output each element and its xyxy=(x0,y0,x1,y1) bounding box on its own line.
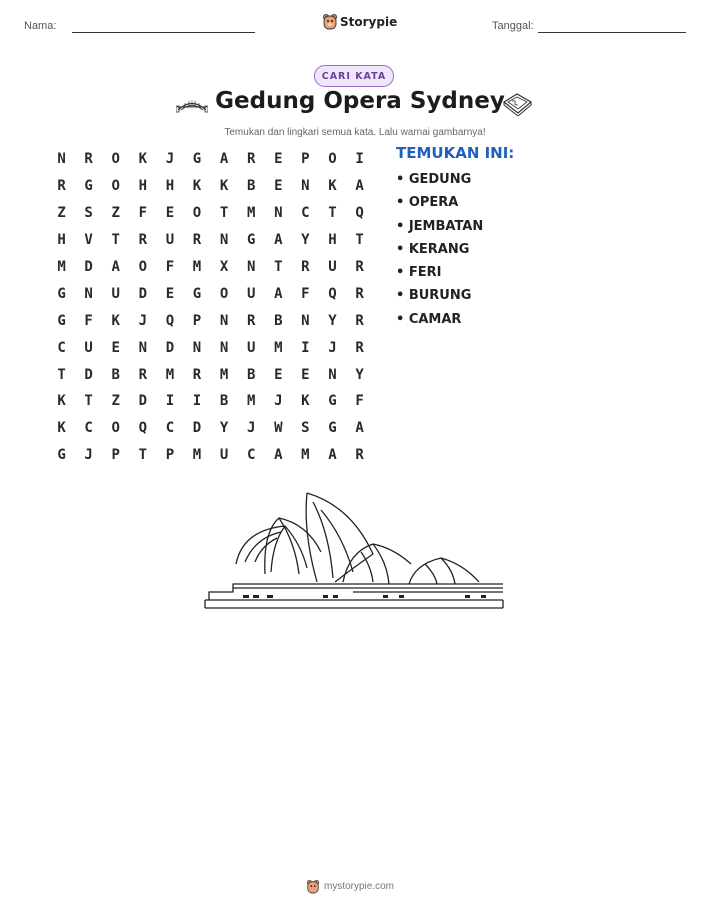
grid-letter[interactable]: G xyxy=(84,178,93,195)
grid-letter[interactable]: E xyxy=(165,285,175,302)
grid-letter[interactable]: M xyxy=(57,259,66,275)
grid-letter[interactable]: J xyxy=(84,447,93,464)
grid-row xyxy=(48,227,373,254)
grid-letter[interactable]: R xyxy=(355,339,364,356)
word-list-title: TEMUKAN INI: xyxy=(396,144,515,162)
activity-badge: CARI KATA xyxy=(314,65,394,87)
grid-letter[interactable]: N xyxy=(328,366,337,383)
grid-letter[interactable]: C xyxy=(165,420,175,437)
grid-letter[interactable]: M xyxy=(246,205,256,222)
grid-letter[interactable]: J xyxy=(138,312,148,329)
grid-letter[interactable]: Q xyxy=(328,285,337,302)
grid-letter[interactable]: U xyxy=(111,285,120,302)
word-list-item: • BURUNG xyxy=(396,288,472,304)
grid-letter[interactable]: Z xyxy=(111,393,120,410)
grid-letter[interactable]: R xyxy=(246,151,256,168)
grid-letter[interactable]: H xyxy=(57,232,66,249)
grid-letter[interactable]: Q xyxy=(165,312,175,329)
grid-letter[interactable]: W xyxy=(274,420,283,437)
grid-letter[interactable]: E xyxy=(274,366,283,383)
grid-letter[interactable]: G xyxy=(192,151,202,168)
grid-letter[interactable]: G xyxy=(328,393,337,410)
brand-logo xyxy=(322,12,412,32)
grid-letter[interactable]: O xyxy=(328,151,337,168)
grid-letter[interactable]: C xyxy=(57,339,66,356)
grid-letter[interactable]: M xyxy=(192,259,202,275)
grid-letter[interactable]: E xyxy=(301,366,310,383)
grid-letter[interactable]: P xyxy=(111,447,120,464)
grid-letter[interactable]: C xyxy=(84,420,93,437)
grid-letter[interactable]: O xyxy=(219,285,229,302)
grid-letter[interactable]: T xyxy=(111,232,120,249)
grid-letter[interactable]: Z xyxy=(57,205,66,222)
grid-row xyxy=(48,200,373,227)
grid-letter[interactable]: K xyxy=(192,178,202,195)
grid-letter[interactable]: A xyxy=(274,232,283,249)
bear-mascot-icon xyxy=(306,879,320,894)
grid-letter[interactable]: R xyxy=(138,232,148,249)
bear-mascot-icon xyxy=(322,13,338,30)
word-list xyxy=(396,172,483,335)
grid-letter[interactable]: E xyxy=(274,151,283,168)
footer-url[interactable]: mystorypie.com xyxy=(324,881,395,892)
grid-letter[interactable]: N xyxy=(219,312,229,329)
grid-row xyxy=(48,307,373,334)
grid-letter[interactable]: V xyxy=(84,232,93,249)
grid-letter[interactable]: T xyxy=(355,232,364,249)
grid-letter[interactable]: A xyxy=(274,447,283,464)
grid-letter[interactable]: G xyxy=(57,312,66,329)
grid-letter[interactable]: D xyxy=(138,285,148,302)
word-list-item: • GEDUNG xyxy=(396,172,472,187)
grid-letter[interactable]: K xyxy=(219,178,229,195)
grid-letter[interactable]: T xyxy=(328,205,337,222)
grid-letter[interactable]: A xyxy=(355,178,364,195)
grid-letter[interactable]: M xyxy=(246,393,256,410)
word-list-item: • FERI xyxy=(396,265,442,281)
grid-letter[interactable]: J xyxy=(165,151,175,168)
sydney-opera-house-drawing xyxy=(203,492,507,612)
date-line[interactable] xyxy=(538,32,686,33)
grid-letter[interactable]: R xyxy=(355,285,364,302)
grid-letter[interactable]: T xyxy=(274,259,283,275)
grid-letter[interactable]: J xyxy=(246,420,256,437)
grid-letter[interactable]: N xyxy=(219,232,229,249)
grid-letter[interactable]: U xyxy=(84,339,93,356)
grid-row xyxy=(48,361,373,388)
grid-letter[interactable]: N xyxy=(301,178,310,195)
grid-letter[interactable]: Q xyxy=(355,205,364,222)
grid-letter[interactable]: K xyxy=(301,393,310,410)
grid-letter[interactable]: R xyxy=(355,447,364,464)
grid-letter[interactable]: D xyxy=(138,393,148,410)
grid-letter[interactable]: D xyxy=(84,259,93,275)
grid-letter[interactable]: F xyxy=(84,312,93,329)
grid-row xyxy=(48,146,373,173)
grid-letter[interactable]: A xyxy=(111,259,120,275)
grid-letter[interactable]: B xyxy=(246,178,256,195)
grid-letter[interactable]: J xyxy=(274,393,283,410)
grid-letter[interactable]: K xyxy=(328,178,337,195)
grid-letter[interactable]: T xyxy=(138,447,148,464)
grid-letter[interactable]: K xyxy=(111,312,120,329)
grid-letter[interactable]: D xyxy=(165,339,175,356)
date-label: Tanggal: xyxy=(492,20,534,32)
grid-letter[interactable]: R xyxy=(355,312,364,329)
grid-letter[interactable]: Y xyxy=(301,232,310,249)
grid-letter[interactable]: B xyxy=(111,366,120,383)
grid-letter[interactable]: A xyxy=(219,151,229,168)
grid-letter[interactable]: A xyxy=(274,285,283,302)
grid-letter[interactable]: G xyxy=(328,420,337,437)
footer xyxy=(306,879,426,897)
grid-letter[interactable]: I xyxy=(165,393,175,410)
grid-letter[interactable]: K xyxy=(57,420,66,437)
grid-letter[interactable]: N xyxy=(138,339,148,356)
grid-letter[interactable]: U xyxy=(165,232,175,249)
grid-letter[interactable]: B xyxy=(274,312,283,329)
word-list-item: • CAMAR xyxy=(396,311,462,327)
grid-letter[interactable]: G xyxy=(192,285,202,302)
grid-letter[interactable]: G xyxy=(57,447,66,464)
grid-letter[interactable]: H xyxy=(328,232,337,249)
grid-letter[interactable]: F xyxy=(165,259,175,275)
grid-letter[interactable]: O xyxy=(192,205,202,222)
grid-letter[interactable]: T xyxy=(84,393,93,410)
grid-letter[interactable]: U xyxy=(246,285,256,302)
instructions: Temukan dan lingkari semua kata. Lalu warnai gambarnya! xyxy=(224,127,486,138)
grid-letter[interactable]: B xyxy=(219,393,229,410)
word-list-item: • JEMBATAN xyxy=(396,218,484,234)
grid-letter[interactable]: A xyxy=(355,420,364,437)
grid-letter[interactable]: U xyxy=(219,447,229,464)
grid-letter[interactable]: E xyxy=(274,178,283,195)
grid-letter[interactable]: X xyxy=(219,259,229,275)
grid-letter[interactable]: O xyxy=(138,259,148,275)
word-search-grid xyxy=(48,146,373,469)
grid-letter[interactable]: N xyxy=(274,205,283,222)
grid-letter[interactable]: F xyxy=(138,205,148,222)
grid-letter[interactable]: D xyxy=(192,420,202,437)
grid-letter[interactable]: N xyxy=(192,339,202,356)
grid-letter[interactable]: S xyxy=(84,205,93,222)
grid-letter[interactable]: O xyxy=(111,420,120,437)
grid-letter[interactable]: P xyxy=(301,151,310,168)
grid-letter[interactable]: E xyxy=(165,205,175,222)
word-list-item: • KERANG xyxy=(396,241,470,257)
grid-letter[interactable]: R xyxy=(84,151,93,168)
grid-letter[interactable]: M xyxy=(274,339,283,356)
grid-letter[interactable]: R xyxy=(301,259,310,275)
grid-letter[interactable]: M xyxy=(219,366,229,383)
grid-row xyxy=(48,415,373,442)
grid-letter[interactable]: E xyxy=(111,339,120,356)
page-title: Gedung Opera Sydney xyxy=(215,88,505,114)
grid-letter[interactable]: F xyxy=(355,393,364,410)
grid-letter[interactable]: U xyxy=(328,259,337,275)
grid-letter[interactable]: R xyxy=(138,366,148,383)
grid-letter[interactable]: N xyxy=(246,259,256,275)
grid-letter[interactable]: K xyxy=(57,393,66,410)
grid-letter[interactable]: Z xyxy=(111,205,120,222)
grid-letter[interactable]: N xyxy=(301,312,310,329)
grid-letter[interactable]: R xyxy=(57,178,66,195)
grid-letter[interactable]: N xyxy=(57,151,66,168)
grid-row xyxy=(48,442,373,469)
grid-letter[interactable]: U xyxy=(246,339,256,356)
grid-letter[interactable]: J xyxy=(328,339,337,356)
grid-row xyxy=(48,388,373,415)
grid-row xyxy=(48,334,373,361)
grid-row xyxy=(48,173,373,200)
grid-letter[interactable]: R xyxy=(192,232,202,249)
word-list-item: • OPERA xyxy=(396,195,459,211)
grid-letter[interactable]: T xyxy=(57,366,66,383)
grid-letter[interactable]: M xyxy=(192,447,202,464)
grid-letter[interactable]: G xyxy=(246,232,256,249)
grid-letter[interactable]: C xyxy=(301,205,310,222)
grid-letter[interactable]: P xyxy=(192,312,202,329)
grid-letter[interactable]: M xyxy=(165,366,175,383)
grid-letter[interactable]: A xyxy=(328,447,337,464)
grid-row xyxy=(48,280,373,307)
grid-letter[interactable]: P xyxy=(165,447,175,464)
grid-row xyxy=(48,254,373,281)
name-label: Nama: xyxy=(24,20,57,32)
grid-letter[interactable]: G xyxy=(57,285,66,302)
grid-letter[interactable]: D xyxy=(84,366,93,383)
grid-letter[interactable]: Y xyxy=(328,312,337,329)
name-line[interactable] xyxy=(72,32,255,33)
grid-letter[interactable]: O xyxy=(111,151,120,168)
grid-letter[interactable]: I xyxy=(355,151,364,168)
grid-letter[interactable]: I xyxy=(192,393,202,410)
grid-letter[interactable]: N xyxy=(219,339,229,356)
grid-letter[interactable]: R xyxy=(355,259,364,275)
brand-name: Storypie xyxy=(340,15,398,29)
grid-letter[interactable]: R xyxy=(192,366,202,383)
grid-letter[interactable]: Y xyxy=(219,420,229,437)
grid-letter[interactable]: T xyxy=(219,205,229,222)
grid-letter[interactable]: M xyxy=(301,447,310,464)
grid-letter[interactable]: O xyxy=(111,178,120,195)
grid-letter[interactable]: K xyxy=(138,151,148,168)
grid-letter[interactable]: I xyxy=(301,339,310,356)
grid-letter[interactable]: F xyxy=(301,285,310,302)
grid-letter[interactable]: H xyxy=(165,178,175,195)
grid-letter[interactable]: N xyxy=(84,285,93,302)
grid-letter[interactable]: S xyxy=(301,420,310,437)
grid-letter[interactable]: C xyxy=(246,447,256,464)
grid-letter[interactable]: Q xyxy=(138,420,148,437)
grid-letter[interactable]: B xyxy=(246,366,256,383)
grid-letter[interactable]: Y xyxy=(355,366,364,383)
grid-letter[interactable]: H xyxy=(138,178,148,195)
grid-letter[interactable]: R xyxy=(246,312,256,329)
